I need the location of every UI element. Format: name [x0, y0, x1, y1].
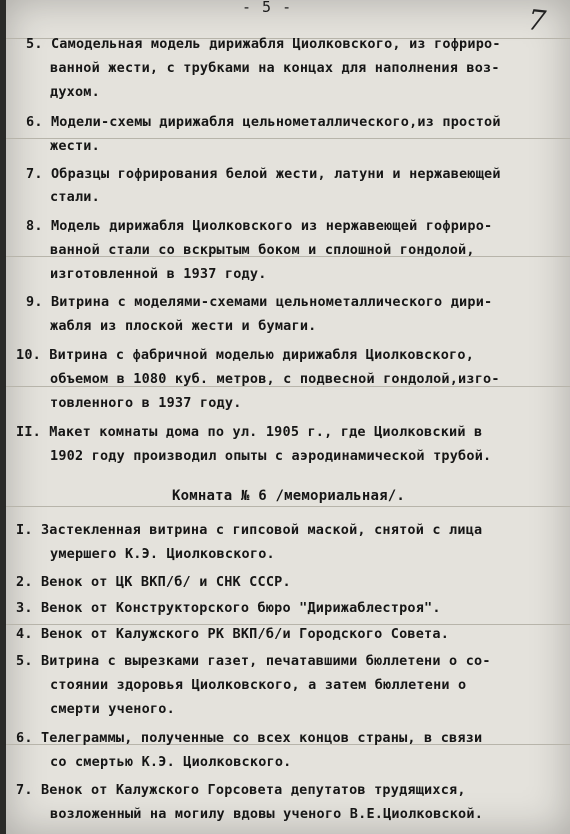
- text-line: 10. Витрина с фабричной моделью дирижабля Циолковского,: [16, 347, 475, 363]
- text-line: стоянии здоровья Циолковского, а затем бюллетени о: [50, 677, 467, 693]
- text-line: духом.: [50, 84, 100, 100]
- text-line: жести.: [50, 138, 100, 154]
- page-number: - 5 -: [242, 0, 293, 16]
- text-line: объемом в 1080 куб. метров, с подвесной гондолой,изго-: [50, 371, 500, 387]
- text-line: жабля из плоской жести и бумаги.: [50, 318, 317, 334]
- text-line: товленного в 1937 году.: [50, 395, 242, 411]
- text-line: 8. Модель дирижабля Циолковского из нержавеющей гофриро-: [26, 218, 493, 234]
- text-line: 7. Образцы гофрирования белой жести, латуни и нержавеющей: [26, 166, 501, 182]
- text-line: смерти ученого.: [50, 701, 175, 717]
- text-line: 9. Витрина с моделями-схемами цельнометаллического дири-: [26, 294, 493, 310]
- document-page: [6, 0, 570, 834]
- handwritten-page-number: 7: [526, 3, 548, 38]
- text-line: 6. Модели-схемы дирижабля цельнометаллического,из простой: [26, 114, 501, 130]
- text-line: изготовленной в 1937 году.: [50, 266, 267, 282]
- text-line: 7. Венок от Калужского Горсовета депутатов трудящихся,: [16, 782, 466, 798]
- text-line: 1902 году производил опыты с аэродинамической трубой.: [50, 448, 492, 464]
- text-line: 5. Витрина с вырезками газет, печатавшими бюллетени о со-: [16, 653, 491, 669]
- text-line: умершего К.Э. Циолковского.: [50, 546, 275, 562]
- text-line: II. Макет комнаты дома по ул. 1905 г., где Циолковский в: [16, 424, 483, 440]
- text-line: 6. Телеграммы, полученные со всех концов страны, в связи: [16, 730, 483, 746]
- section-heading: Комната № 6 /мемориальная/.: [172, 488, 405, 504]
- text-line: возложенный на могилу вдовы ученого В.Е.Циолковской.: [50, 806, 484, 822]
- text-line: со смертью К.Э. Циолковского.: [50, 754, 292, 770]
- ruled-line: [6, 506, 570, 507]
- text-line: ванной стали со вскрытым боком и сплошной гондолой,: [50, 242, 475, 258]
- text-line: ванной жести, с трубками на концах для наполнения воз-: [50, 60, 500, 76]
- text-line: 5. Самодельная модель дирижабля Циолковского, из гофриро-: [26, 36, 501, 52]
- text-line: I. Застекленная витрина с гипсовой маской, снятой с лица: [16, 522, 483, 538]
- text-line: стали.: [50, 189, 100, 205]
- text-line: 2. Венок от ЦК ВКП/б/ и СНК СССР.: [16, 574, 291, 590]
- text-line: 3. Венок от Конструкторского бюро "Дирижаблестроя".: [16, 600, 441, 616]
- text-line: 4. Венок от Калужского РК ВКП/б/и Городского Совета.: [16, 626, 450, 642]
